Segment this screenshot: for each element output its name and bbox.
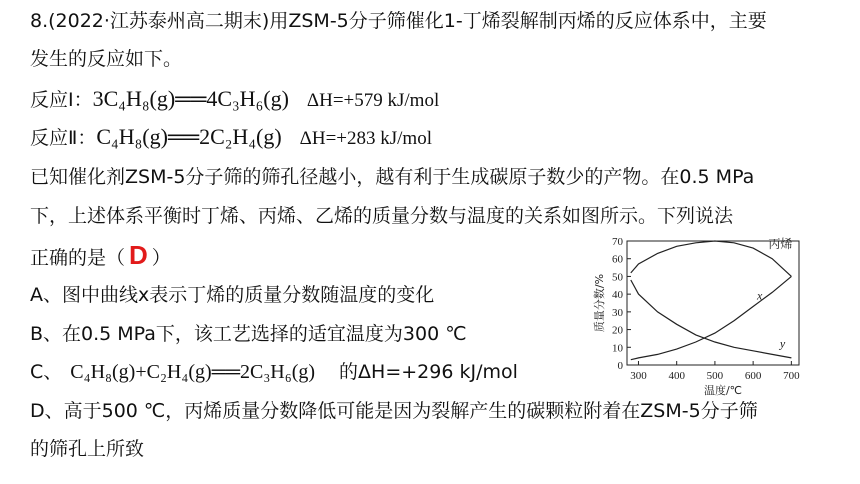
option-c-label: C、 (30, 361, 63, 383)
y-tick-label: 20 (612, 324, 623, 337)
mass-fraction-chart (575, 233, 815, 399)
question-line-7 (30, 242, 171, 271)
option-c-equation: C₄H₈(g)+C₂H₄(g)══2C₃H₆(g) (70, 361, 316, 383)
question-line-1: 8.(2022·江苏泰州高二期末)用ZSM-5分子筛催化1-丁烯裂解制丙烯的反应体系中，主要 (30, 10, 767, 32)
question-line-6: 下，上述体系平衡时丁烯、丙烯、乙烯的质量分数与温度的关系如图所示。下列说法 (30, 205, 734, 227)
series-label: 丙烯 (768, 237, 793, 252)
question-line-2: 发生的反应如下。 (30, 48, 183, 70)
x-tick-label: 300 (630, 370, 647, 382)
reaction-2 (30, 124, 432, 152)
answer-suffix: ） (151, 247, 171, 269)
option-b: B、在0.5 MPa下，该工艺选择的适宜温度为300 ℃ (30, 323, 467, 345)
reaction-1-enthalpy: ΔH=+579 kJ/mol (306, 90, 440, 111)
option-c (30, 359, 518, 385)
y-tick-label: 60 (612, 253, 623, 266)
y-axis-label: 质量分数/% (593, 273, 606, 333)
series-label: x (756, 288, 763, 303)
y-tick-label: 10 (612, 342, 623, 355)
y-tick-label: 70 (612, 236, 623, 248)
y-tick-label: 30 (612, 306, 623, 319)
reaction-2-label: 反应Ⅱ： (30, 127, 97, 149)
answer-letter: D (129, 240, 148, 270)
reaction-2-enthalpy: ΔH=+283 kJ/mol (299, 128, 432, 149)
x-tick-label: 400 (668, 370, 685, 382)
x-tick-label: 600 (744, 370, 762, 382)
y-tick-label: 0 (617, 360, 623, 372)
answer-prefix: 正确的是（ (30, 247, 126, 269)
x-tick-label: 700 (783, 370, 800, 382)
reaction-1-equation: 3C₄H₈(g)══4C₃H₆(g) (92, 86, 289, 111)
series-line-2 (631, 276, 792, 359)
option-c-enthalpy: 的ΔH=+296 kJ/mol (339, 361, 518, 383)
reaction-2-equation: C₄H₈(g)══2C₂H₄(g) (96, 124, 282, 149)
series-line-1 (631, 241, 792, 276)
series-label: y (779, 336, 786, 351)
option-d-line-2: 的筛孔上所致 (30, 438, 145, 460)
question-line-5: 已知催化剂ZSM-5分子筛的筛孔径越小，越有利于生成碳原子数少的产物。在0.5 MPa (30, 166, 755, 188)
reaction-1 (30, 86, 439, 114)
y-tick-label: 40 (612, 289, 623, 302)
x-tick-label: 500 (706, 370, 724, 382)
option-a: A、图中曲线x表示丁烯的质量分数随温度的变化 (30, 284, 435, 306)
x-axis-label: 温度/℃ (703, 384, 743, 397)
option-d-line-1: D、高于500 ℃，丙烯质量分数降低可能是因为裂解产生的碳颗粒附着在ZSM-5分子筛 (30, 400, 758, 422)
series-line-3 (631, 280, 792, 358)
reaction-1-label: 反应Ⅰ： (30, 89, 93, 111)
y-tick-label: 50 (612, 271, 623, 284)
